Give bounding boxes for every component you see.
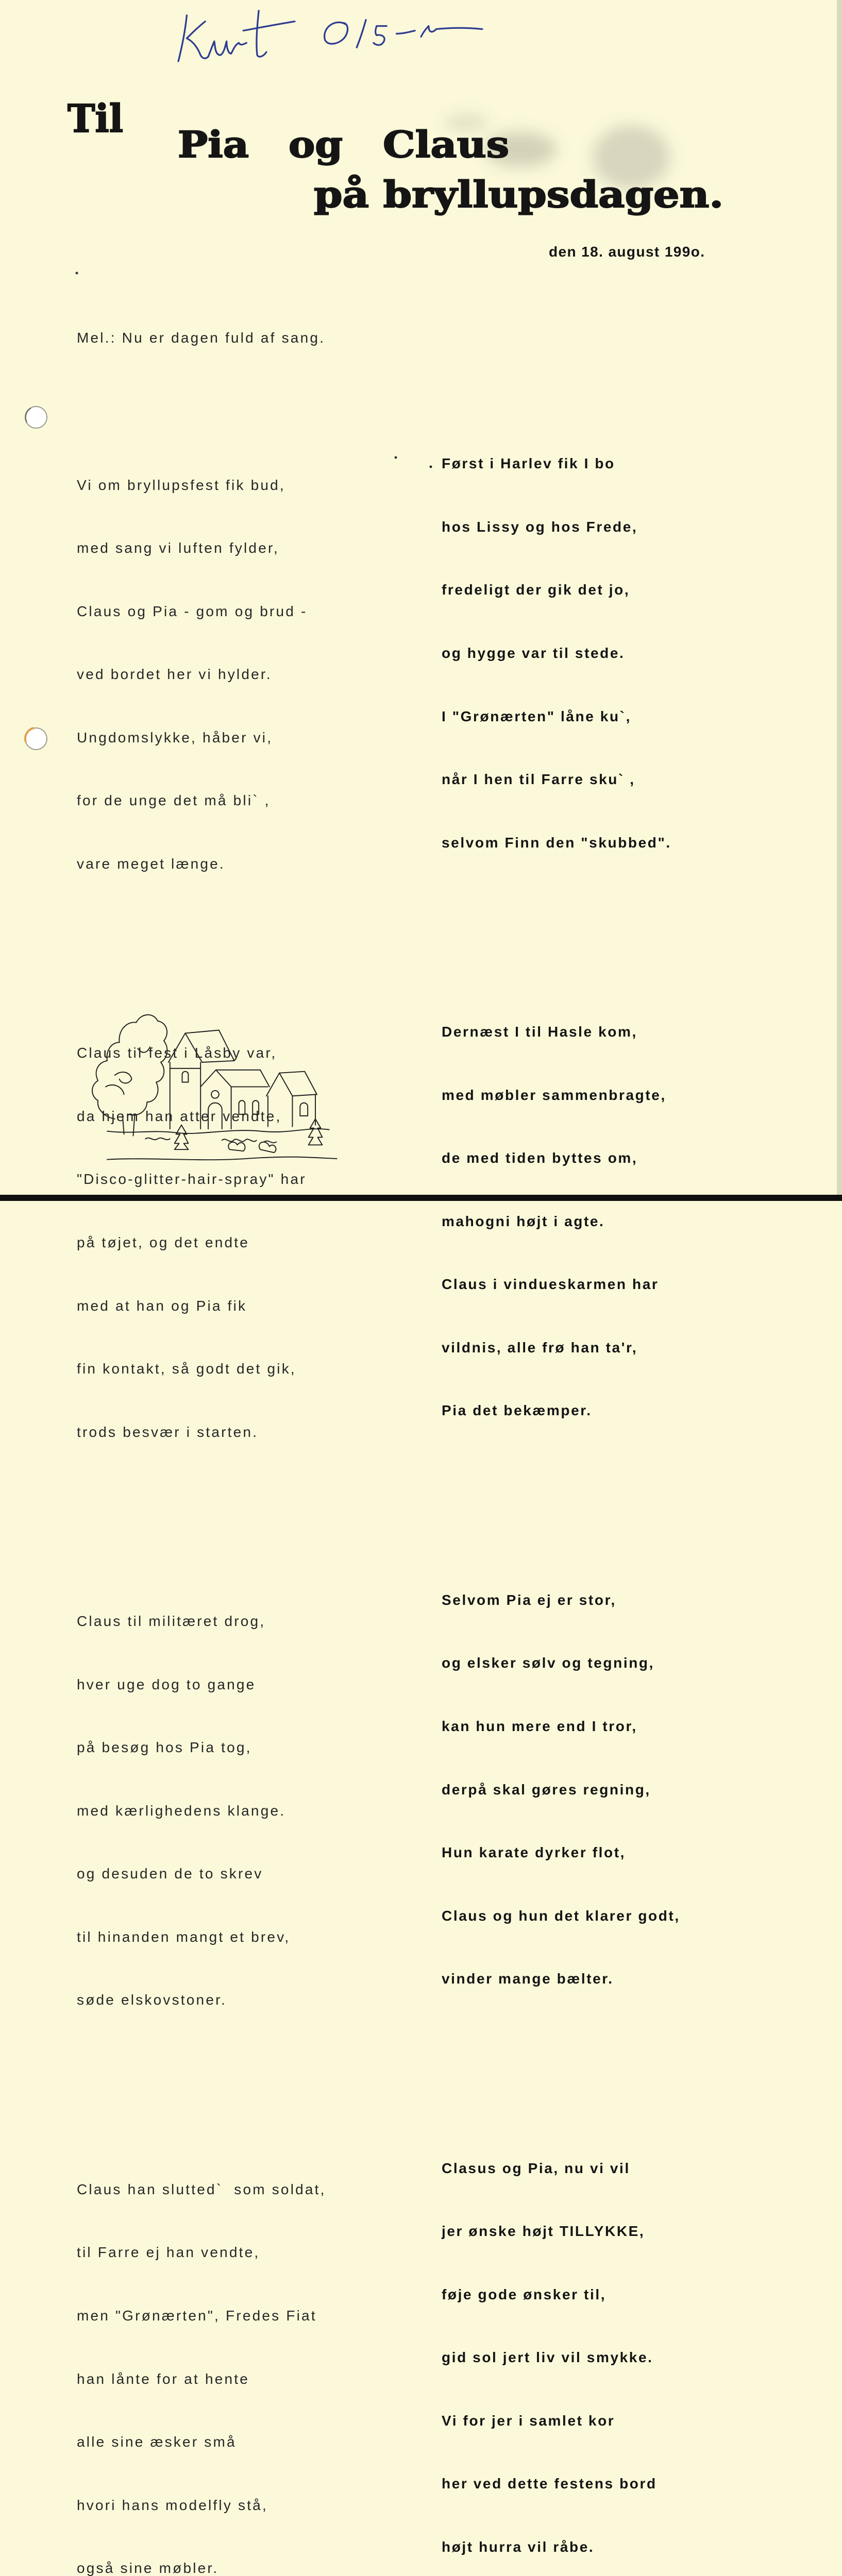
verse-line: Først i Harlev fik I bo (442, 455, 615, 472)
verse-line: Claus og hun det klarer godt, (442, 1907, 680, 1924)
verse-line: derpå skal gøres regning, (442, 1781, 651, 1798)
stanza (442, 979, 680, 1463)
title-word-og: og (289, 123, 343, 166)
verse-line: ved bordet her vi hylder. (77, 666, 272, 683)
verse-line: vinder mange bælter. (442, 1971, 614, 1987)
verse-line: Claus og Pia - gom og brud - (77, 603, 308, 619)
verse-line: her ved dette festens bord (442, 2476, 657, 2492)
punch-hole (25, 406, 47, 428)
verse-line: med sang vi luften fylder, (77, 540, 279, 556)
verse-line: på besøg hos Pia tog, (77, 1739, 252, 1756)
left-column (77, 285, 326, 2576)
title-occasion: på bryllupsdagen. (314, 173, 723, 216)
verse-line: han lånte for at hente (77, 2370, 250, 2387)
right-column (442, 369, 680, 2576)
verse-line: Vi om bryllupsfest fik bud, (77, 477, 285, 493)
verse-line: til hinanden mangt et brev, (77, 1928, 291, 1945)
verse-line: mahogni højt i agte. (442, 1213, 605, 1229)
verse-line: på tøjet, og det endte (77, 1234, 250, 1250)
verse-line: de med tiden byttes om, (442, 1150, 638, 1166)
right-edge-shadow (837, 0, 842, 1195)
verse-line: selvom Finn den "skubbed". (442, 834, 671, 851)
title-to: Til (68, 97, 123, 141)
verse-line: hver uge dog to gange (77, 1676, 256, 1692)
verse-line: med møbler sammenbragte, (442, 1087, 666, 1103)
verse-line: Clasus og Pia, nu vi vil (442, 2160, 630, 2176)
verse-line: for de unge det må bli` , (77, 792, 271, 809)
verse-line: Dernæst I til Hasle kom, (442, 1024, 637, 1040)
verse-line: hvori hans modelfly stå, (77, 2497, 268, 2513)
verse-line: føje gode ønsker til, (442, 2286, 607, 2302)
verse-line: gid sol jert liv vil smykke. (442, 2349, 653, 2366)
melody-line: Mel.: Nu er dagen fuld af sang. (77, 329, 326, 346)
verse-line: Claus i vindueskarmen har (442, 1276, 659, 1293)
date-line: den 18. august 199o. (549, 244, 705, 260)
verse-line: og hygge var til stede. (442, 645, 625, 661)
verse-line: højt hurra vil råbe. (442, 2538, 595, 2555)
verse-line: fin kontakt, så godt det gik, (77, 1361, 296, 1377)
stanza (77, 433, 326, 917)
verse-line: Vi for jer i samlet kor (442, 2412, 615, 2429)
verse-line: "Disco-glitter-hair-spray" har (77, 1171, 307, 1188)
verse-line: Claus han slutted` som soldat, (77, 2181, 326, 2197)
verse-line: søde elskovstoner. (77, 1992, 227, 2008)
stanza (77, 1001, 326, 1485)
verse-line: Hun karate dyrker flot, (442, 1844, 626, 1861)
verse-line: og elsker sølv og tegning, (442, 1655, 654, 1671)
verse-line: hos Lissy og hos Frede, (442, 518, 638, 535)
verse-line: med kærlighedens klange. (77, 1802, 286, 1819)
stanza (77, 2137, 326, 2576)
verse-line: Claus til fest i Låsby var, (77, 1045, 277, 1061)
verse-line: Pia det bekæmper. (442, 1402, 592, 1419)
stanza (442, 2116, 680, 2576)
verse-line: når I hen til Farre sku` , (442, 771, 635, 788)
verse-line: kan hun mere end I tror, (442, 1718, 637, 1734)
verse-line: fredeligt der gik det jo, (442, 582, 630, 598)
stanza (77, 1569, 326, 2053)
stanza (442, 412, 680, 895)
verse-line: og desuden de to skrev (77, 1866, 263, 1882)
verse-line: også sine møbler. (77, 2560, 219, 2576)
stray-dot (430, 466, 432, 468)
verse-line: men "Grønærten", Fredes Fiat (77, 2308, 317, 2324)
verse-line: vildnis, alle frø han ta'r, (442, 1339, 638, 1355)
stanza (442, 1548, 680, 2031)
verse-line: jer ønske højt TILLYKKE, (442, 2223, 645, 2240)
punch-hole (25, 728, 47, 750)
verse-line: Claus til militæret drog, (77, 1613, 266, 1630)
verse-line: med at han og Pia fik (77, 1297, 247, 1314)
verse-line: da hjem han atter vendte, (77, 1108, 282, 1124)
title-name-claus: Claus (383, 123, 509, 166)
verse-line: Ungdomslykke, håber vi, (77, 729, 273, 745)
verse-line: Selvom Pia ej er stor, (442, 1591, 616, 1608)
verse-line: til Farre ej han vendte, (77, 2244, 260, 2261)
stray-dot (76, 272, 78, 275)
verse-line: alle sine æsker små (77, 2434, 237, 2450)
verse-line: I "Grønærten" låne ku`, (442, 708, 631, 724)
verse-line: trods besvær i starten. (77, 1423, 259, 1440)
title-name-pia: Pia (178, 123, 249, 166)
stray-dot (395, 456, 397, 459)
signature (178, 11, 482, 61)
verse-line: vare meget længe. (77, 855, 225, 872)
